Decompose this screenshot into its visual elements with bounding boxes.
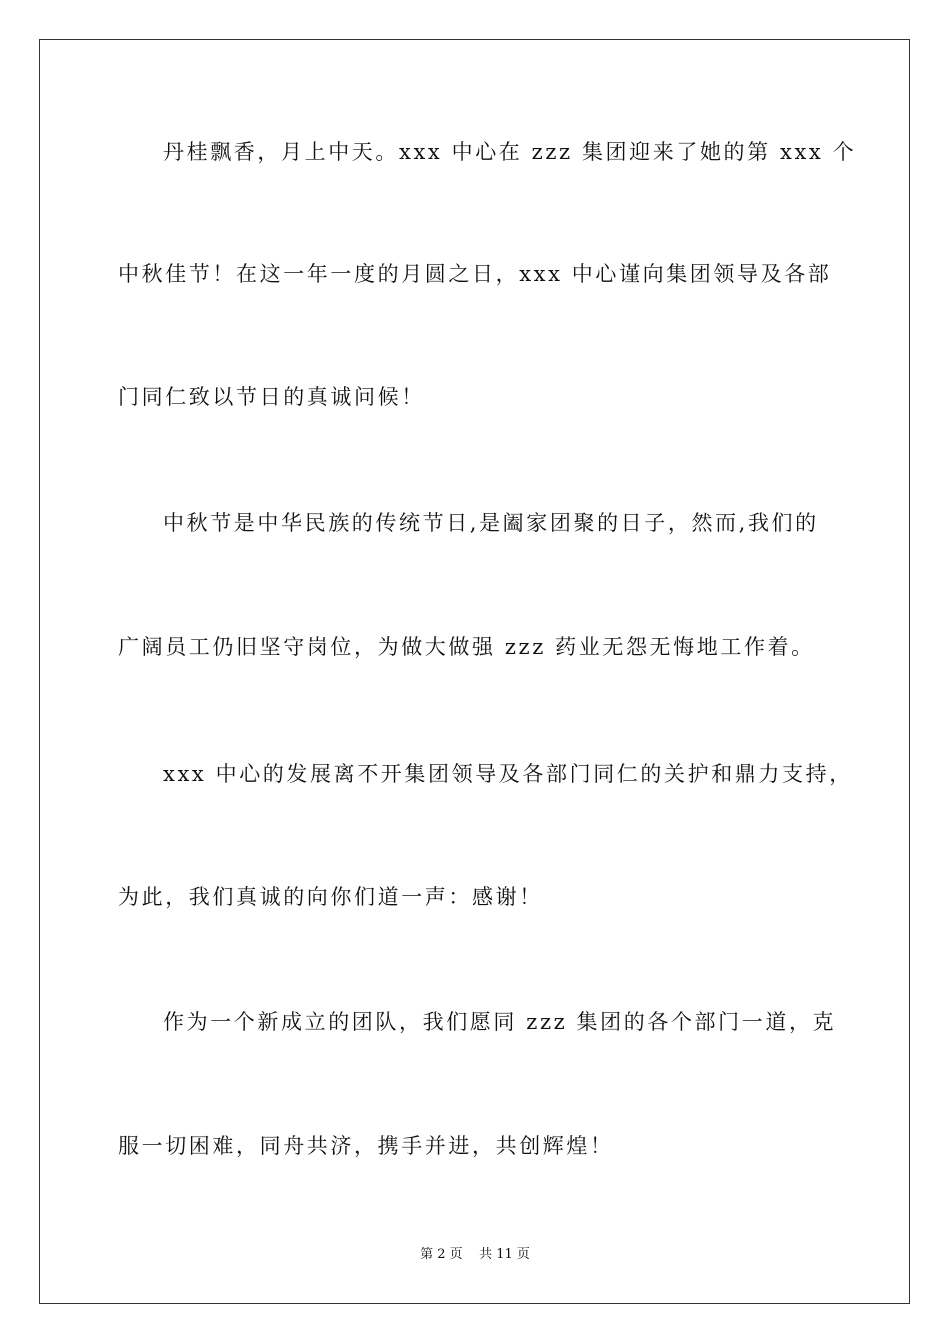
paragraph-4-line-1: 作为一个新成立的团队，我们愿同 zzz 集团的各个部门一道，克 (163, 1010, 837, 1034)
paragraph-1-line-1: 丹桂飘香，月上中天。xxx 中心在 zzz 集团迎来了她的第 xxx 个 (163, 140, 857, 164)
page-number-footer: 第 2 页 共 11 页 (420, 1247, 530, 1262)
paragraph-3-line-2: 为此，我们真诚的向你们道一声：感谢！ (118, 885, 543, 909)
page-frame (39, 39, 910, 1304)
paragraph-4-line-2: 服一切困难，同舟共济，携手并进，共创辉煌！ (118, 1134, 614, 1158)
paragraph-2-line-1: 中秋节是中华民族的传统节日,是阖家团聚的日子，然而,我们的 (163, 511, 819, 535)
paragraph-2-line-2: 广阔员工仍旧坚守岗位，为做大做强 zzz 药业无怨无悔地工作着。 (118, 635, 815, 659)
paragraph-1-line-3: 门同仁致以节日的真诚问候！ (118, 385, 425, 409)
paragraph-3-line-1: xxx 中心的发展离不开集团领导及各部门同仁的关护和鼎力支持， (163, 762, 853, 786)
paragraph-1-line-2: 中秋佳节！在这一年一度的月圆之日，xxx 中心谨向集团领导及各部 (118, 262, 832, 286)
